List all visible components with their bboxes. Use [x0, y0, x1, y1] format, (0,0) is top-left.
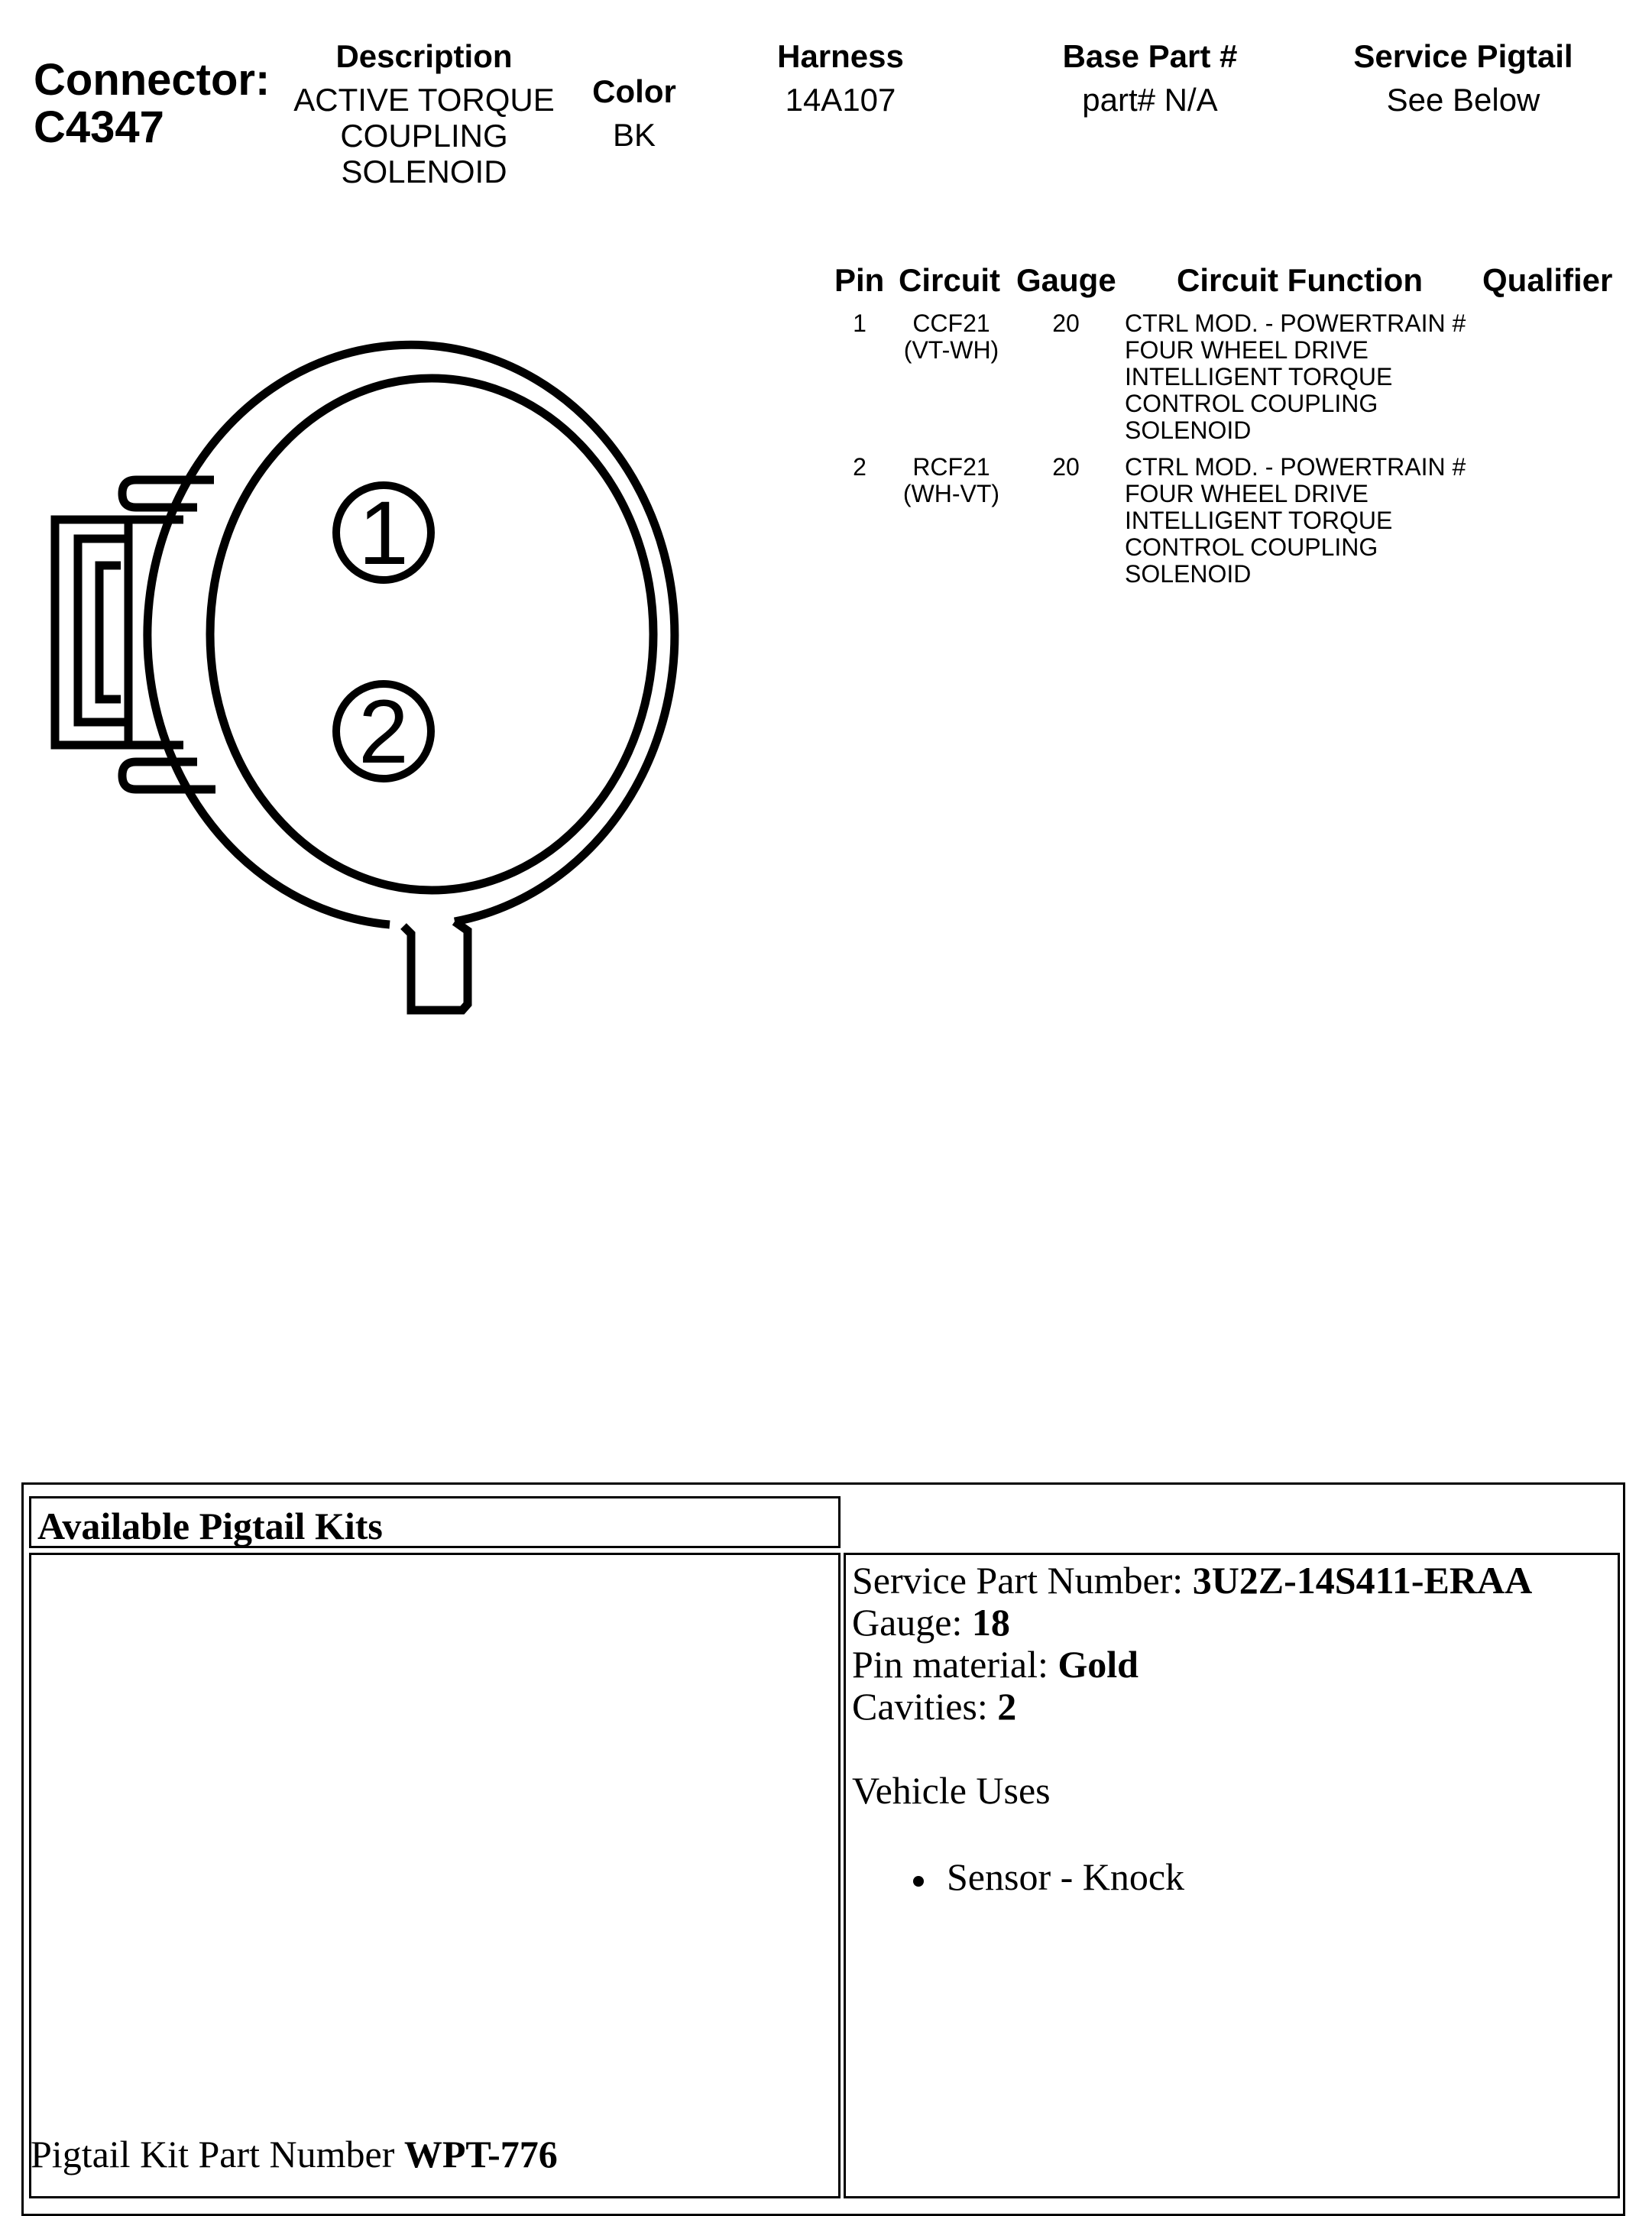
connector-label: Connector:: [34, 55, 270, 105]
vehicle-use-item: [913, 1856, 1618, 1898]
connector-housing-outer: [147, 345, 675, 925]
circuit-id: CCF21: [912, 309, 990, 337]
function-cell: [1125, 310, 1476, 444]
clip-upper-rail: [122, 480, 214, 507]
service-part-number: [852, 1560, 1618, 1602]
description-line: COUPLING: [340, 118, 508, 154]
qualifier-header: Qualifier: [1482, 262, 1613, 298]
function-line: SOLENOID: [1125, 416, 1252, 444]
kits-title: Available Pigtail Kits: [37, 1505, 383, 1547]
vehicle-uses-list: [852, 1856, 1618, 1898]
pin-material: [852, 1644, 1618, 1686]
pin-header: Pin: [834, 262, 885, 298]
gauge-header: Gauge: [1016, 262, 1116, 298]
harness-value: 14A107: [785, 82, 896, 118]
function-line: CONTROL COUPLING: [1125, 390, 1378, 417]
kit-gauge-value: 18: [971, 1601, 1010, 1644]
circuit-cell: [886, 310, 1016, 364]
vehicle-use-text: Sensor - Knock: [947, 1855, 1185, 1898]
connector-face: [210, 378, 653, 890]
pin-material-label: Pin material:: [852, 1643, 1058, 1686]
clip-lower-rail: [122, 762, 215, 789]
connector-diagram: [0, 306, 734, 1039]
cavity-2-label: 2: [358, 682, 409, 782]
color-value: BK: [612, 117, 656, 153]
cavities-label: Cavities:: [852, 1685, 998, 1728]
function-line: INTELLIGENT TORQUE: [1125, 507, 1393, 534]
connector-header: [34, 57, 270, 151]
circuit-color: (VT-WH): [903, 336, 999, 364]
pin-material-value: Gold: [1058, 1643, 1139, 1686]
kit-details-cell: [844, 1553, 1620, 2198]
function-line: CONTROL COUPLING: [1125, 533, 1378, 561]
function-line: FOUR WHEEL DRIVE: [1125, 336, 1369, 364]
connector-id: C4347: [34, 102, 164, 152]
base-part-heading: Base Part #: [1062, 38, 1238, 74]
circuit-header: Circuit: [899, 262, 1001, 298]
clip-core: [99, 565, 121, 699]
gauge-cell: 20: [1052, 453, 1080, 481]
description-line: ACTIVE TORQUE: [293, 82, 555, 118]
service-pigtail-column: [1314, 38, 1612, 118]
function-line: FOUR WHEEL DRIVE: [1125, 480, 1369, 507]
pigtail-kit-label: Pigtail Kit Part Number: [31, 2133, 404, 2176]
pigtail-kit-value: WPT-776: [403, 2133, 558, 2176]
function-line: CTRL MOD. - POWERTRAIN #: [1125, 309, 1466, 337]
cavities-value: 2: [997, 1685, 1017, 1728]
kit-gauge-label: Gauge:: [852, 1601, 972, 1644]
service-part-value: 3U2Z-14S411-ERAA: [1192, 1559, 1533, 1602]
function-line: CTRL MOD. - POWERTRAIN #: [1125, 453, 1466, 481]
kits-title-cell: [29, 1496, 841, 1548]
service-pigtail-value: See Below: [1386, 82, 1540, 118]
function-header: Circuit Function: [1177, 262, 1423, 298]
cavities: [852, 1686, 1618, 1728]
function-line: INTELLIGENT TORQUE: [1125, 363, 1393, 390]
kit-image-cell: [29, 1553, 841, 2198]
pin-number: 2: [853, 453, 866, 481]
description-line: SOLENOID: [341, 154, 507, 190]
bullet-icon: [913, 1876, 924, 1887]
base-part-column: [1016, 38, 1284, 118]
pigtail-kit-part-number: [31, 2133, 558, 2176]
color-column: [565, 73, 703, 153]
circuit-color: (WH-VT): [902, 480, 1000, 507]
pin-number: 1: [853, 309, 866, 337]
description-heading: Description: [335, 38, 513, 74]
cavity-1-label: 1: [358, 483, 409, 584]
description-column: [283, 38, 565, 190]
kit-gauge: [852, 1602, 1618, 1644]
service-part-label: Service Part Number:: [852, 1559, 1193, 1602]
base-part-value: part# N/A: [1082, 82, 1218, 118]
function-line: SOLENOID: [1125, 560, 1252, 588]
harness-heading: Harness: [777, 38, 904, 74]
circuit-id: RCF21: [912, 453, 990, 481]
vehicle-uses-label: Vehicle Uses: [852, 1769, 1051, 1812]
circuit-cell: [886, 454, 1016, 507]
color-heading: Color: [592, 73, 676, 109]
function-cell: [1125, 454, 1476, 588]
gauge-cell: 20: [1052, 309, 1080, 337]
latch-tab: [403, 922, 468, 1010]
harness-column: [734, 38, 947, 118]
service-pigtail-heading: Service Pigtail: [1353, 38, 1573, 74]
